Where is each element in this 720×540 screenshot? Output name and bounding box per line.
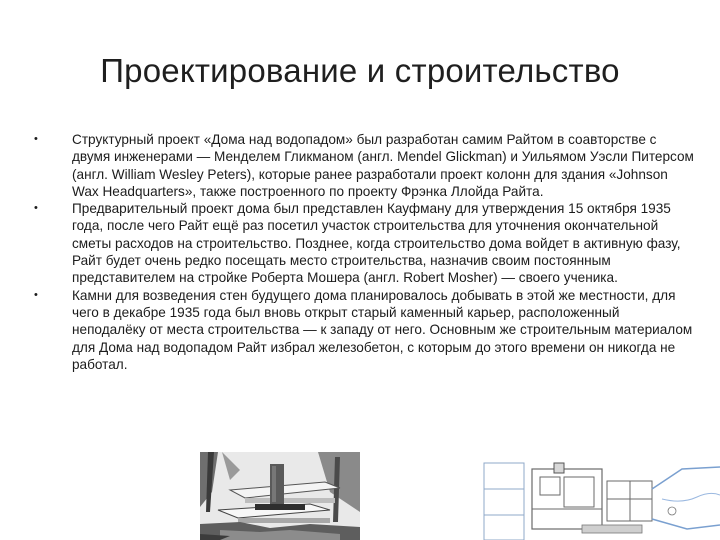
bullet-text: Структурный проект «Дома над водопадом» был разработан самим Райтом в соавторстве с двумя инженерами — Менделем Гликманом (англ. Mendel Glickman) и Уильямом Уэсли Питерсом (англ. William Wesley Peters), которые ранее разработали проект колонн для здания «Johnson Wax Headquarters», также построенного по проекту Фрэнка Ллойда Райта. [72, 132, 694, 199]
house-photo-icon [200, 452, 360, 540]
bullet-icon: • [34, 288, 38, 301]
bullet-icon: • [34, 133, 38, 145]
bullet-text: Предварительный проект дома был представлен Кауфману для утверждения 15 октября 1935 года, после чего Райт ещё раз посетил участок строительства для уточнения окончательной сметы расходов на строительство. Позднее, когда строительство дома войдет в активную фазу, Райт будет очень редко посещать место строительства, назначив своим постоянным представителем на стройке Роберта Мошера (англ. Robert Mosher) — своего ученика. [72, 201, 681, 286]
bullet-list [34, 131, 694, 373]
architectural-plan-icon [482, 459, 720, 540]
bullet-icon: • [34, 202, 38, 215]
bullet-item [34, 200, 694, 286]
bullet-item [34, 287, 694, 373]
bullet-text: Камни для возведения стен будущего дома планировалось добывать в этой же местности, для чего в декабре 1935 года был вновь открыт старый каменный карьер, расположенный неподалёку от места строительства — к западу от него. Основным же строительным материалом для Дома над водопадом Райт избрал железобетон, с которым до этого времени он никогда не работал. [72, 287, 693, 372]
slide-title: Проектирование и строительство [100, 52, 620, 89]
bullet-item [34, 131, 694, 200]
